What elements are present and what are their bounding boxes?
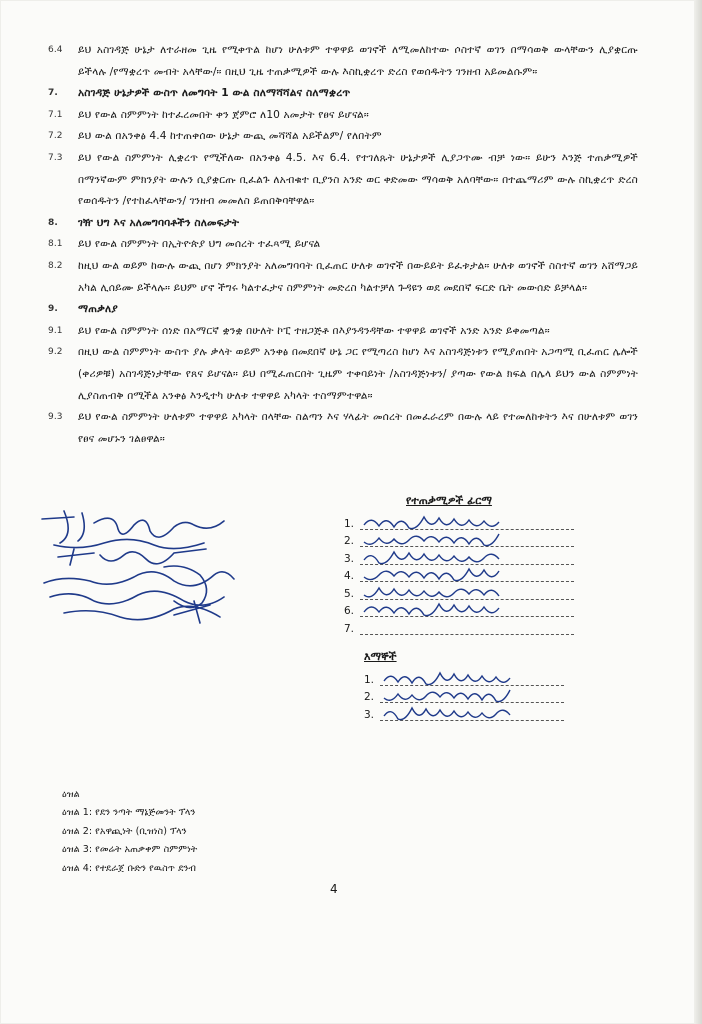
clause-number: 8.2 [48,260,63,271]
signature-row-number: 7. [344,622,355,635]
beneficiaries-title: የተጠቃሚዎች ፊርማ [406,494,492,507]
signature-row-number: 3. [344,552,355,565]
clause-paragraph [48,321,638,343]
clause-text: ይህ ውል በአንቀፅ 4.4 ከተጠቀሰው ሁኔታ ውጪ መሻሻል አይችልም/ የለበትም [78,130,382,143]
signature-line [380,671,564,686]
contract-body [48,40,638,450]
clause-paragraph [48,342,638,407]
clause-text: ይህ የውል ስምምነት ሰነድ በአማርኛ ቋንቋ በሁለት ኮፒ ተዘጋጅቶ በእያንዳንዳቸው ተዋዋይ ወገኖች አንድ አንድ ይቀመጣል። [78,324,550,337]
clause-paragraph [48,407,638,450]
clause-number: 7. [48,88,58,99]
signature-line [360,602,574,617]
handwritten-signature [362,600,512,620]
signature-line [360,585,574,600]
signature-row-number: 6. [344,605,355,617]
clause-paragraph [48,105,638,127]
annex-heading: ዕዝል [62,789,80,800]
clause-text: ይህ የውል ስምምነት ሊቋረጥ የሚችለው በአንቀፅ 4.5. እና 6.4. የተገለጹት ሁኔታዎች ሊያጋጥሙ ብቻ ነው። ይሁን እንጅ ተጠቃሚዎች በማንኛውም ምክንያት ውሉን ሲያቋርጡ ቢፈልጉ ለአብቁተ ቢያንስ አንድ ወር ቀድመው ማሳወቅ አለባቸው። በተጨማሪም ውሉ ስኪቋረጥ ድረስ የወሰዱትን /የተከፈላቸውን/ ገንዘብ መመለስ ይጠበቅባቸዋል። [78,151,638,208]
signature-row [364,668,564,686]
clause-text: ይህ የውል ስምምነት ከተፈረመበት ቀን ጀምሮ ለ10 አመታት የፀና ይሆናል። [78,108,369,121]
annex-item: ዕዝል 3: የመሬት አጠቃቀም ስምምነት [62,844,198,856]
section-heading [48,213,638,235]
clause-text: ይህ የውል ስምምነት በኢትዮጵያ ህግ መሰረት ተፈጻሚ ይሆናል [78,238,321,251]
signature-line [360,532,574,547]
signature-row-number: 5. [344,587,355,600]
clause-paragraph [48,256,638,299]
annex-item: ዕዝል 2: የአዋጪነት (ቢዝነስ) ፕላን [62,825,187,837]
signature-row-number: 2. [344,535,355,547]
annex-list [62,786,197,878]
signature-row [344,582,574,600]
clause-text: ገዥ ህግ እና አለመግባባቶችን ስለመፍታት [78,216,240,229]
clause-number: 9.3 [48,412,63,423]
clause-number: 7.3 [48,152,63,163]
clause-text: ይህ የውል ስምምነት ሁለቱም ተዋዋይ አካላት በላቸው ስልጣን እና ሃላፊት መሰረት በመፈራረም በውሉ ላይ የተመለከቱትን እና በሁለቱም ወገን የፀና መሆኑን ገልፀዋል። [78,411,638,445]
clause-number: 8.1 [48,239,63,250]
signature-line [380,706,564,721]
signature-row-number: 2. [364,691,375,703]
signature-row [344,600,574,618]
beneficiaries-signature-block [344,494,574,635]
signature-row-number: 3. [364,708,375,721]
signature-line [380,688,564,703]
clause-number: 9. [48,304,58,315]
signature-row [344,617,574,635]
signature-row [344,565,574,583]
signature-line [360,620,574,635]
clause-text: ማጠቃለያ [78,303,118,316]
signature-row [344,512,574,530]
signature-row [344,530,574,548]
handwritten-signatures-left [34,505,244,635]
annex-item: ዕዝል 1: የደን ንጣት ማኔጅመንት ፕላን [62,807,196,819]
section-heading [48,299,638,321]
clause-paragraph [48,148,638,213]
clause-number: 9.1 [48,325,63,336]
section-heading [48,83,638,105]
signature-row [364,703,564,721]
signature-line [360,550,574,565]
signature-row-number: 4. [344,570,355,582]
clause-paragraph [48,234,638,256]
clause-paragraph [48,126,638,148]
clause-text: ከዚህ ውል ወይም ከውሉ ውጪ በሆነ ምክንያት አለመግባባት ቢፈጠር ሁለቱ ወገኖች በውይይት ይፈቱታል። ሁለቱ ወገኖች ስስተኛ ወገን አሸማጋይ አካል ሊሰይሙ ይችላሉ። ይህም ሆኖ ችግሩ ካልተፈታና ስምምነት መድረስ ካልተቻለ ጉዳዩን ወደ መደበኛ ፍርድ ቤት መውሰድ ይቻላል። [78,259,638,294]
clause-number: 6.4 [48,45,63,55]
clause-text: በዚህ ውል ስምምነት ውስጥ ያሉ ቃላት ወይም አንቀፅ በመደበኛ ሁኔ ጋር የሚጣረስ ከሆነ እና አስገዳጅነቱን የሚያጠበት አጋጣሚ ቢፈጠር ሌሎች (ቀሪዎቹ) አስገዳጅነታቸው የጸና ይሆናል። ይህ በሚፈጠርበት ጊዜም ተቀባይነት /አስገዳጅነቱን/ ያጣው የውል ክፍል በሌላ ይህን ውል ስምምነት ሊያስጠብቅ በሚችል አንቀፅ እንዲተካ ሁለቱ ተዋዋይ አካላት ተስማምተዋል። [78,346,638,402]
clause-number: 7.2 [48,131,63,142]
clause-paragraph [48,40,638,83]
handwritten-signature [382,704,522,724]
clause-text: አስገዳጅ ሁኔታዎች ውስጥ ለመግባት 1 ውል ስለማሻሻልና ስለማቋረጥ [78,87,351,100]
organization-signatures [34,505,244,635]
page-edge-shadow [694,0,702,1024]
signature-row [344,547,574,565]
signature-row [364,686,564,704]
annex-item: ዕዝል 4: የተደራጀ ቡድን የዉስጥ ደንብ [62,862,196,874]
page-number: 4 [330,882,338,896]
signature-row-number: 1. [364,673,375,686]
signature-line [360,567,574,582]
clause-number: 8. [48,217,58,228]
clause-number: 7.1 [48,109,63,120]
clause-number: 9.2 [48,347,63,358]
witnesses-signature-block [364,650,564,721]
clause-text: ይህ አስገዳጅ ሁኔታ ለተራዘመ ጊዜ የሚቀጥል ከሆነ ሁለቱም ተዋዋይ ወገኖች ለሚመለከተው ሶስተኛ ወገን በማሳወቅ ውላቸውን ሊያቋርጡ ይችላሉ /የማቋረጥ መብት አላቸው/። በዚህ ጊዜ ተጠቃሚዎች ውሉ እስኪቋረጥ ድረስ የወሰዱትን ገንዘብ አይመልሱም። [78,44,638,78]
signature-line [360,515,574,530]
signature-row-number: 1. [344,517,355,530]
witnesses-title: እማኞች [364,650,397,663]
